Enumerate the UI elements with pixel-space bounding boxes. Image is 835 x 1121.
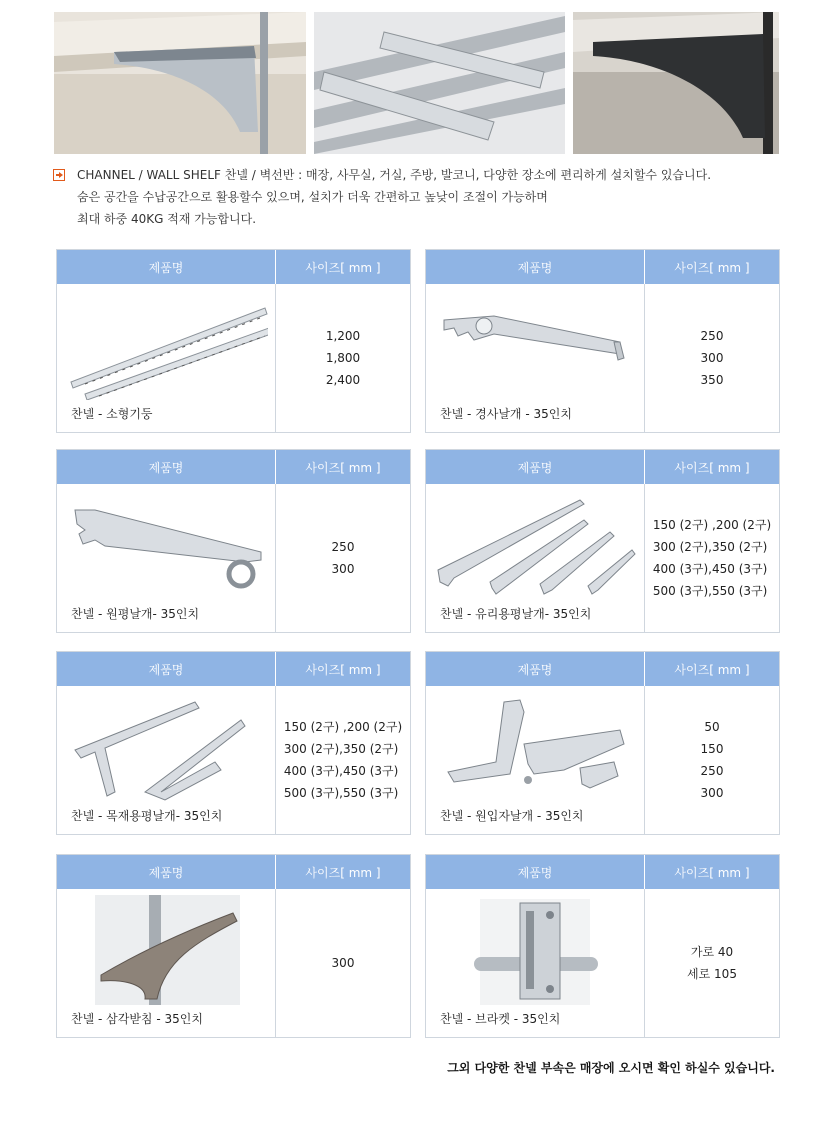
product-card [56,249,411,433]
table-header [426,250,779,284]
photo-chrome-channels [314,12,565,154]
product-size-cell [645,686,779,834]
size-value: 350 [700,373,724,387]
size-value: 150 (2구) ,200 (2구) [652,518,772,532]
product-card [56,854,411,1038]
column-header-size: 사이즈[ mm ] [305,460,381,475]
product-card [425,249,780,433]
product-image-cell [57,889,276,1037]
table-header [426,450,779,484]
size-value: 2,400 [325,373,361,387]
table-header [57,450,410,484]
product-name: 찬넬 - 삼각받침 - 35인치 [71,1012,203,1026]
size-value: 300 [331,562,355,576]
size-list [284,716,402,804]
column-header-size: 사이즈[ mm ] [674,865,750,880]
size-list [326,325,360,391]
column-header-name: 제품명 [426,855,645,889]
size-list [701,325,724,391]
column-header-name: 제품명 [426,250,645,284]
product-size-cell [276,284,410,432]
size-value: 300 (2구),350 (2구) [652,540,768,554]
column-header-size: 사이즈[ mm ] [305,260,381,275]
wood-flat-wing-image [65,692,268,802]
table-header [426,855,779,889]
size-list [653,514,771,602]
size-value: 1,800 [325,351,361,365]
bracket-image [434,895,637,1005]
product-image-cell [426,284,645,432]
product-name: 찬넬 - 경사날개 - 35인치 [440,407,572,421]
product-name: 찬넬 - 목재용평날개- 35인치 [71,809,223,823]
column-header-size: 사이즈[ mm ] [674,662,750,677]
size-value: 150 (2구) ,200 (2구) [283,720,403,734]
footer-note: 그외 다양한 찬넬 부속은 매장에 오시면 확인 하실수 있습니다. [447,1061,775,1075]
product-size-cell [645,889,779,1037]
product-card [425,854,780,1038]
triangle-support-image [65,895,268,1005]
product-image-cell [57,686,276,834]
size-value: 400 (3구),450 (3구) [283,764,399,778]
product-size-cell [276,484,410,632]
column-header-size: 사이즈[ mm ] [305,865,381,880]
table-header [57,652,410,686]
column-header-name: 제품명 [57,855,276,889]
channel-post-image [65,290,268,400]
product-size-cell [276,686,410,834]
size-value: 250 [700,764,724,778]
size-list [332,952,355,974]
arrow-right-icon [53,169,65,181]
glass-flat-wing-image [434,490,637,600]
intro-line-2: 숨은 공간을 수납공간으로 활용할수 있으며, 설치가 더욱 간편하고 높낮이 조절이 가능하며 [77,190,548,204]
sloped-wing-bracket-image [434,290,637,400]
column-header-size: 사이즈[ mm ] [674,260,750,275]
intro-line-3: 최대 하중 40KG 적재 가능합니다. [77,212,257,226]
table-header [57,855,410,889]
product-name: 찬넬 - 브라켓 - 35인치 [440,1012,561,1026]
size-list [332,536,355,580]
product-card [425,651,780,835]
product-card [425,449,780,633]
intro-line-1: CHANNEL / WALL SHELF 찬넬 / 벽선반 : 매장, 사무실, 거실, 주방, 발코니, 다양한 장소에 편리하게 설치할수 있습니다. [77,168,712,182]
product-image-cell [426,889,645,1037]
column-header-name: 제품명 [57,450,276,484]
column-header-size: 사이즈[ mm ] [305,662,381,677]
photo-black-bracket [573,12,779,154]
photo-wood-shelf-bracket [54,12,306,154]
column-header-name: 제품명 [426,652,645,686]
size-value: 세로 105 [687,967,737,981]
size-value: 400 (3구),450 (3구) [652,562,768,576]
product-image-cell [57,484,276,632]
round-flat-wing-image [65,490,268,600]
column-header-name: 제품명 [57,250,276,284]
size-value: 300 [331,956,355,970]
round-grain-wing-image [434,692,637,802]
column-header-name: 제품명 [426,450,645,484]
table-header [426,652,779,686]
size-value: 1,200 [325,329,361,343]
size-value: 250 [700,329,724,343]
size-value: 300 [700,351,724,365]
size-value: 500 (3구),550 (3구) [283,786,399,800]
product-name: 찬넬 - 원평날개- 35인치 [71,607,200,621]
product-size-cell [276,889,410,1037]
table-header [57,250,410,284]
size-list [687,941,737,985]
size-value: 300 (2구),350 (2구) [283,742,399,756]
column-header-name: 제품명 [57,652,276,686]
size-value: 가로 40 [690,945,734,959]
size-value: 50 [704,720,720,734]
product-card [56,449,411,633]
size-value: 250 [331,540,355,554]
product-image-cell [426,686,645,834]
product-size-cell [645,284,779,432]
size-list [701,716,724,804]
product-image-cell [426,484,645,632]
column-header-size: 사이즈[ mm ] [674,460,750,475]
product-name: 찬넬 - 원입자날개 - 35인치 [440,809,584,823]
product-name: 찬넬 - 유리용평날개- 35인치 [440,607,592,621]
product-name: 찬넬 - 소형기둥 [71,407,153,421]
intro-text [53,164,793,230]
product-size-cell [645,484,779,632]
size-value: 150 [700,742,724,756]
product-card [56,651,411,835]
size-value: 300 [700,786,724,800]
size-value: 500 (3구),550 (3구) [652,584,768,598]
product-image-cell [57,284,276,432]
